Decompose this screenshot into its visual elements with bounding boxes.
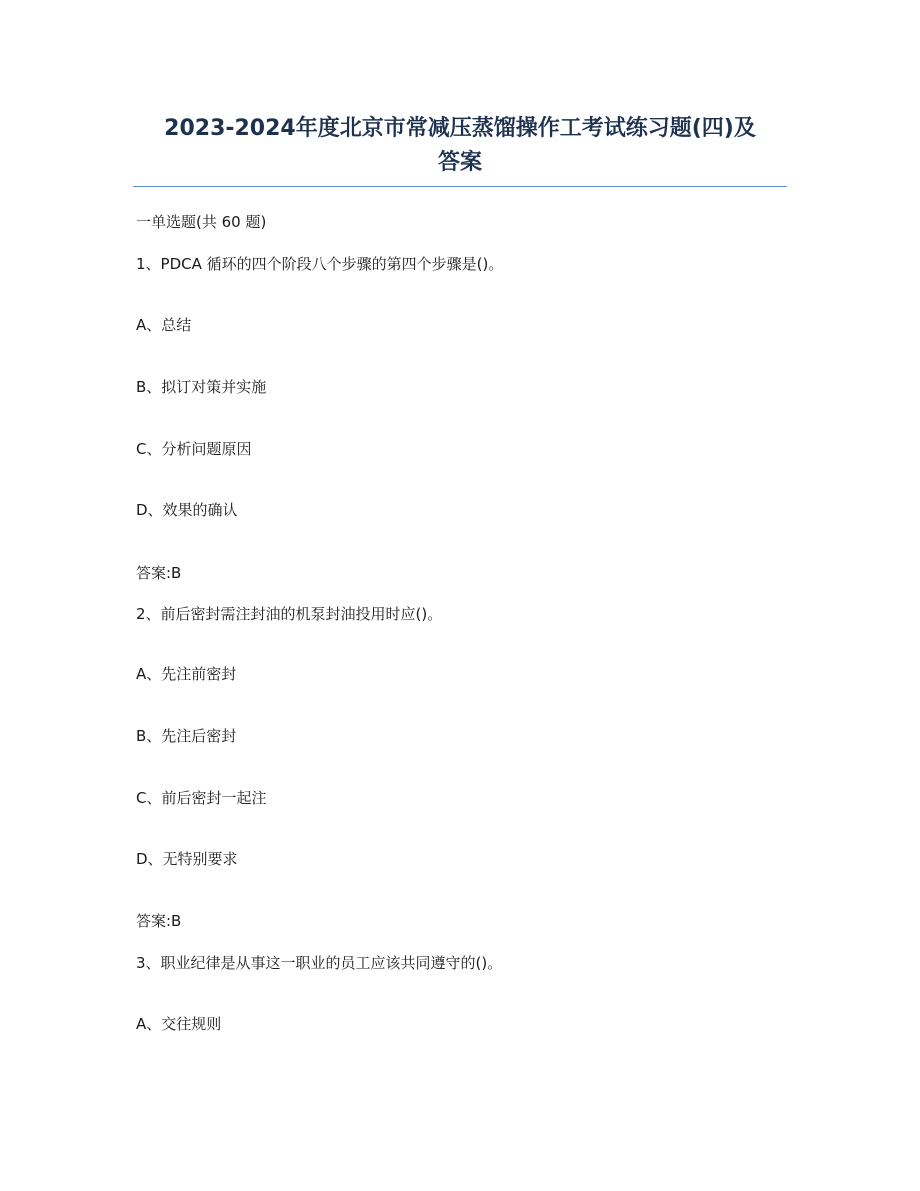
question-1-option-b: B、拟订对策并实施 [136,378,267,396]
question-2-option-d: D、无特别要求 [136,850,238,868]
question-1-option-c: C、分析问题原因 [136,440,252,458]
question-2-option-a: A、先注前密封 [136,665,237,683]
question-1-option-a: A、总结 [136,316,192,334]
question-3-stem: 3、职业纪律是从事这一职业的员工应该共同遵守的()。 [136,954,503,972]
question-1-answer: 答案:B [136,564,182,582]
question-1-stem: 1、PDCA 循环的四个阶段八个步骤的第四个步骤是()。 [136,255,504,273]
title-line-2: 答案 [437,150,482,175]
section-header: 一单选题(共 60 题) [136,213,267,231]
question-1-option-d: D、效果的确认 [136,501,238,519]
question-2-stem: 2、前后密封需注封油的机泵封油投用时应()。 [136,605,443,623]
title-underline [133,186,787,187]
document-title [120,112,800,180]
question-2-answer: 答案:B [136,912,182,930]
title-line-1: 2023-2024年度北京市常减压蒸馏操作工考试练习题(四)及 [164,116,756,141]
question-2-option-c: C、前后密封一起注 [136,789,267,807]
question-2-option-b: B、先注后密封 [136,727,237,745]
question-3-option-a: A、交往规则 [136,1015,222,1033]
